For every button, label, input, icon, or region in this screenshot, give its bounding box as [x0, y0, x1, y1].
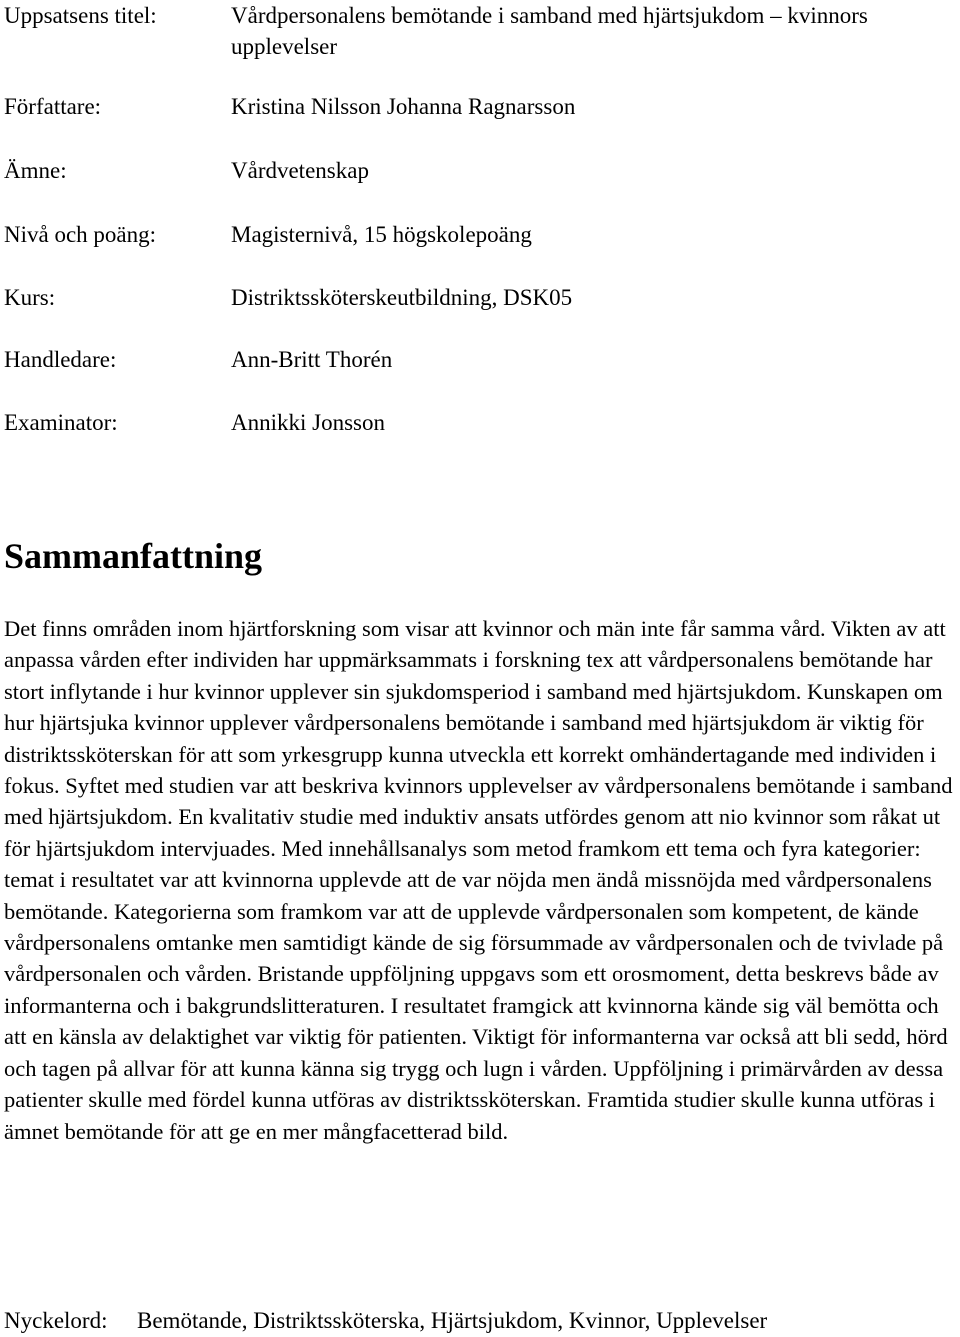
meta-value-subject: Vårdvetenskap	[231, 158, 369, 183]
meta-value-authors: Kristina Nilsson Johanna Ragnarsson	[231, 94, 576, 119]
meta-label-examiner: Examinator:	[4, 410, 118, 435]
meta-value-title: Vårdpersonalens bemötande i samband med hjärtsjukdom – kvinnors upplevelser	[231, 3, 868, 59]
keywords-row	[4, 1305, 954, 1336]
meta-value-examiner: Annikki Jonsson	[231, 410, 385, 435]
meta-value-level: Magisternivå, 15 högskolepoäng	[231, 222, 532, 247]
keywords-label: Nyckelord:	[4, 1308, 108, 1333]
summary-text: Det finns områden inom hjärtforskning som visar att kvinnor och män inte får samma vård. Vikten av att anpassa vården efter individen har uppmärksammats i forskning tex att vårdpersonalens bemötande har stort inflytande i hur kvinnor upplever sin sjukdomsperiod i samband med hjärtsjukdom. Kunskapen om hur hjärtsjuka kvinnor upplever vårdpersonalens bemötande i samband med hjärtsjukdom är viktig för distriktssköterskan för att som yrkesgrupp kunna utveckla ett korrekt omhändertagande med individen i fokus. Syftet med studien var att beskriva kvinnors upplevelser av vårdpersonalens bemötande i samband med hjärtsjukdom. En kvalitativ studie med induktiv ansats utfördes genom att nio kvinnor som råkat ut för hjärtsjukdom intervjuades. Med innehållsanalys som metod framkom ett tema och fyra kategorier: temat i resultatet var att kvinnorna upplevde att de var nöjda men ändå missnöjda med vårdpersonalens bemötande. Kategorierna som framkom var att de upplevde vårdpersonalen som kompetent, de kände vårdpersonalens omtanke men samtidigt kände de sig försummade av vårdpersonalen och de tvivlade på vårdpersonalen och vården. Bristande uppföljning uppgavs som ett orosmoment, detta beskrevs både av informanterna och i bakgrundslitteraturen. I resultatet framgick att kvinnorna kände sig väl bemötta och att en känsla av delaktighet var viktig för patienten. Viktigt för informanterna var också att bli sedd, hörd och tagen på allvar för att kunna känna sig trygg och lugn i vården. Uppföljning i primärvården av dessa patienter skulle med fördel kunna utföras av distriktssköterskan. Framtida studier skulle kunna utföras i ämnet bemötande för att ge en mer mångfacetterad bild.	[4, 616, 953, 1144]
summary-heading: Sammanfattning	[4, 536, 263, 576]
meta-value-course: Distriktssköterskeutbildning, DSK05	[231, 285, 573, 310]
meta-label-supervisor: Handledare:	[4, 347, 117, 372]
meta-label-level: Nivå och poäng:	[4, 222, 157, 247]
meta-label-title: Uppsatsens titel:	[4, 3, 157, 28]
meta-value-supervisor: Ann-Britt Thorén	[231, 347, 393, 372]
meta-label-subject: Ämne:	[4, 158, 67, 183]
keywords-value: Bemötande, Distriktssköterska, Hjärtsjukdom, Kvinnor, Upplevelser	[137, 1308, 768, 1333]
meta-label-course: Kurs:	[4, 285, 56, 310]
meta-label-authors: Författare:	[4, 94, 102, 119]
